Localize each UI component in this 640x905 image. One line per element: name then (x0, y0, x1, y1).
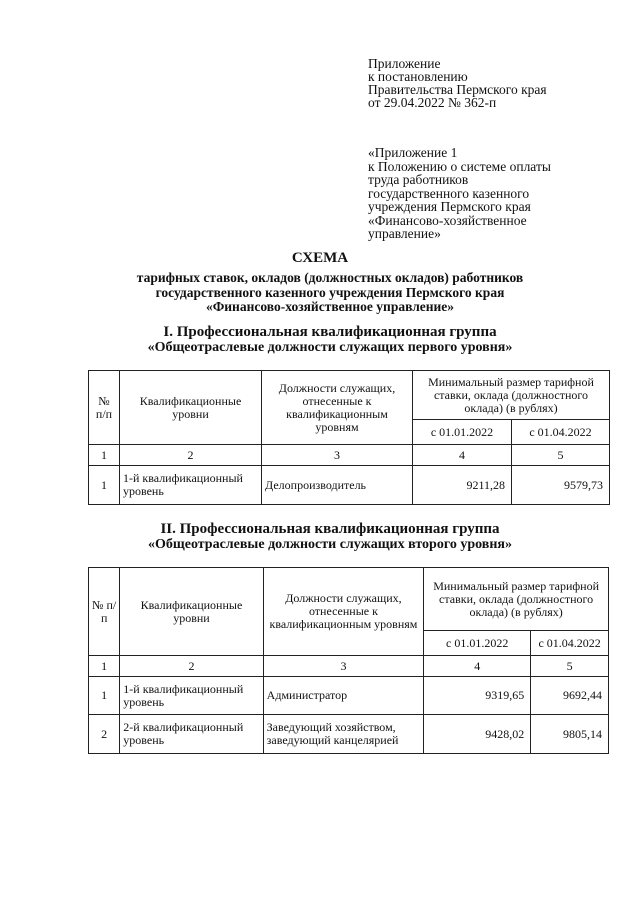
section2-heading (80, 521, 580, 553)
appendix-sub-header-line: учреждения Пермского края (368, 199, 531, 214)
header-date2: с 01.04.2022 (512, 420, 610, 445)
subtitle-line: «Финансово-хозяйственное управление» (205, 299, 455, 314)
row-position: Делопроизводитель (262, 466, 413, 505)
appendix-sub-header-line: труда работников (368, 172, 469, 187)
row-level: 1-й квалификационный уровень (120, 466, 262, 505)
row-num: 2 (89, 715, 120, 754)
document-title: СХЕМА (291, 250, 349, 266)
index-cell: 1 (89, 445, 120, 466)
appendix-header-line: от 29.04.2022 № 362-п (368, 95, 497, 110)
appendix-sub-header (368, 146, 608, 241)
row-value-date2: 9692,44 (531, 677, 609, 715)
header-positions: Должности служащих, отнесенные к квалификационным уровням (263, 568, 424, 656)
row-position: Заведующий хозяйством, заведующий канцелярией (263, 715, 424, 754)
row-value-date2: 9579,73 (512, 466, 610, 505)
appendix-sub-header-line: управление» (368, 226, 441, 241)
header-date2: с 01.04.2022 (531, 631, 609, 656)
header-level: Квалификационные уровни (120, 568, 263, 656)
index-cell: 4 (413, 445, 512, 466)
row-value-date1: 9428,02 (424, 715, 531, 754)
row-level: 2-й квалификационный уровень (120, 715, 263, 754)
subtitle-line: государственного казенного учреждения Пермского края (155, 284, 505, 300)
section1-table (88, 370, 610, 505)
section1-subtitle: «Общеотраслевые должности служащих первого уровня» (147, 340, 513, 355)
appendix-sub-header-line: «Приложение 1 (368, 145, 458, 160)
row-position: Администратор (263, 677, 424, 715)
row-value-date2: 9805,14 (531, 715, 609, 754)
row-num: 1 (89, 466, 120, 505)
appendix-sub-header-line: к Положению о системе оплаты (368, 158, 551, 174)
subtitle-line: тарифных ставок, окладов (должностных окладов) работников (136, 270, 524, 285)
header-level: Квалификационные уровни (120, 371, 262, 445)
index-cell: 4 (424, 656, 531, 677)
section2-title: II. Профессиональная квалификационная группа (160, 521, 500, 537)
row-value-date1: 9319,65 (424, 677, 531, 715)
index-cell: 1 (89, 656, 120, 677)
section1-title: I. Профессиональная квалификационная группа (163, 324, 497, 340)
appendix-header (368, 57, 608, 109)
index-cell: 5 (512, 445, 610, 466)
appendix-header-line: к постановлению (368, 69, 468, 84)
header-num: № п/п (89, 371, 120, 445)
appendix-sub-header-line: государственного казенного (368, 185, 530, 201)
index-cell: 2 (120, 656, 263, 677)
section2-subtitle: «Общеотраслевые должности служащих второго уровня» (148, 537, 512, 552)
header-date1: с 01.01.2022 (413, 420, 512, 445)
table-row (89, 466, 610, 505)
document-subtitle (80, 271, 580, 315)
header-date1: с 01.01.2022 (424, 631, 531, 656)
section1-heading (80, 324, 580, 356)
table-row (89, 715, 609, 754)
row-num: 1 (89, 677, 120, 715)
row-value-date1: 9211,28 (413, 466, 512, 505)
index-cell: 3 (263, 656, 424, 677)
row-level: 1-й квалификационный уровень (120, 677, 263, 715)
table-row (89, 677, 609, 715)
header-positions: Должности служащих, отнесенные к квалификационным уровням (262, 371, 413, 445)
index-cell: 5 (531, 656, 609, 677)
appendix-header-line: Правительства Пермского края (368, 82, 547, 97)
appendix-sub-header-line: «Финансово-хозяйственное (368, 212, 527, 228)
header-min-rate: Минимальный размер тарифной ставки, оклада (должностного оклада) (в рублях) (413, 371, 610, 420)
index-cell: 3 (262, 445, 413, 466)
appendix-header-line: Приложение (368, 56, 441, 71)
header-min-rate: Минимальный размер тарифной ставки, оклада (должностного оклада) (в рублях) (424, 568, 609, 631)
header-num: № п/п (89, 568, 120, 656)
index-cell: 2 (120, 445, 262, 466)
section2-table (88, 567, 609, 754)
